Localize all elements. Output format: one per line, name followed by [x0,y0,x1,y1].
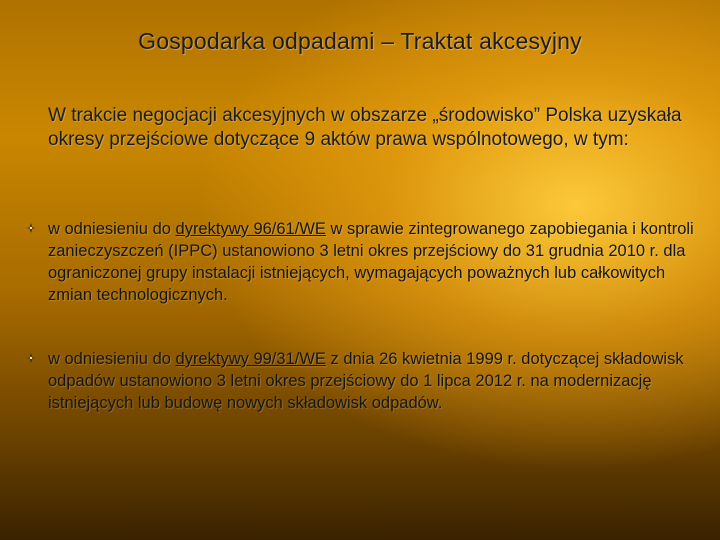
bullet-text-before: w odniesieniu do [48,350,176,368]
bullet-text-before: w odniesieniu do [48,220,176,238]
directive-96-61-link[interactable]: dyrektywy 96/61/WE [175,220,326,238]
bullet-text [48,218,703,306]
bullet-text-after: w sprawie zintegrowanego zapobiegania i kontroli zanieczyszczeń (IPPC) ustanowiono 3 letni okres przejściowy do 31 grudnia 2010 r. dla ograniczonej grupy instalacji istniejących, wymagających poważnych lub całkowitych zmian technologicznych. [48,220,694,304]
directive-99-31-link[interactable]: dyrektywy 99/31/WE [175,350,326,368]
bullet-text [48,348,703,414]
slide-title: Gospodarka odpadami – Traktat akcesyjny [138,28,582,54]
intro-paragraph: W trakcie negocjacji akcesyjnych w obszarze „środowisko” Polska uzyskała okresy przejściowe dotyczące 9 aktów prawa wspólnotowego, w tym: [48,105,682,150]
diamond-bullet-icon [26,223,36,233]
bullet-text-after: z dnia 26 kwietnia 1999 r. dotyczącej składowisk odpadów ustanowiono 3 letni okres przejściowy do 1 lipca 2012 r. na modernizację istniejących lub budowę nowych składowisk odpadów. [48,350,684,412]
diamond-bullet-icon [26,353,36,363]
